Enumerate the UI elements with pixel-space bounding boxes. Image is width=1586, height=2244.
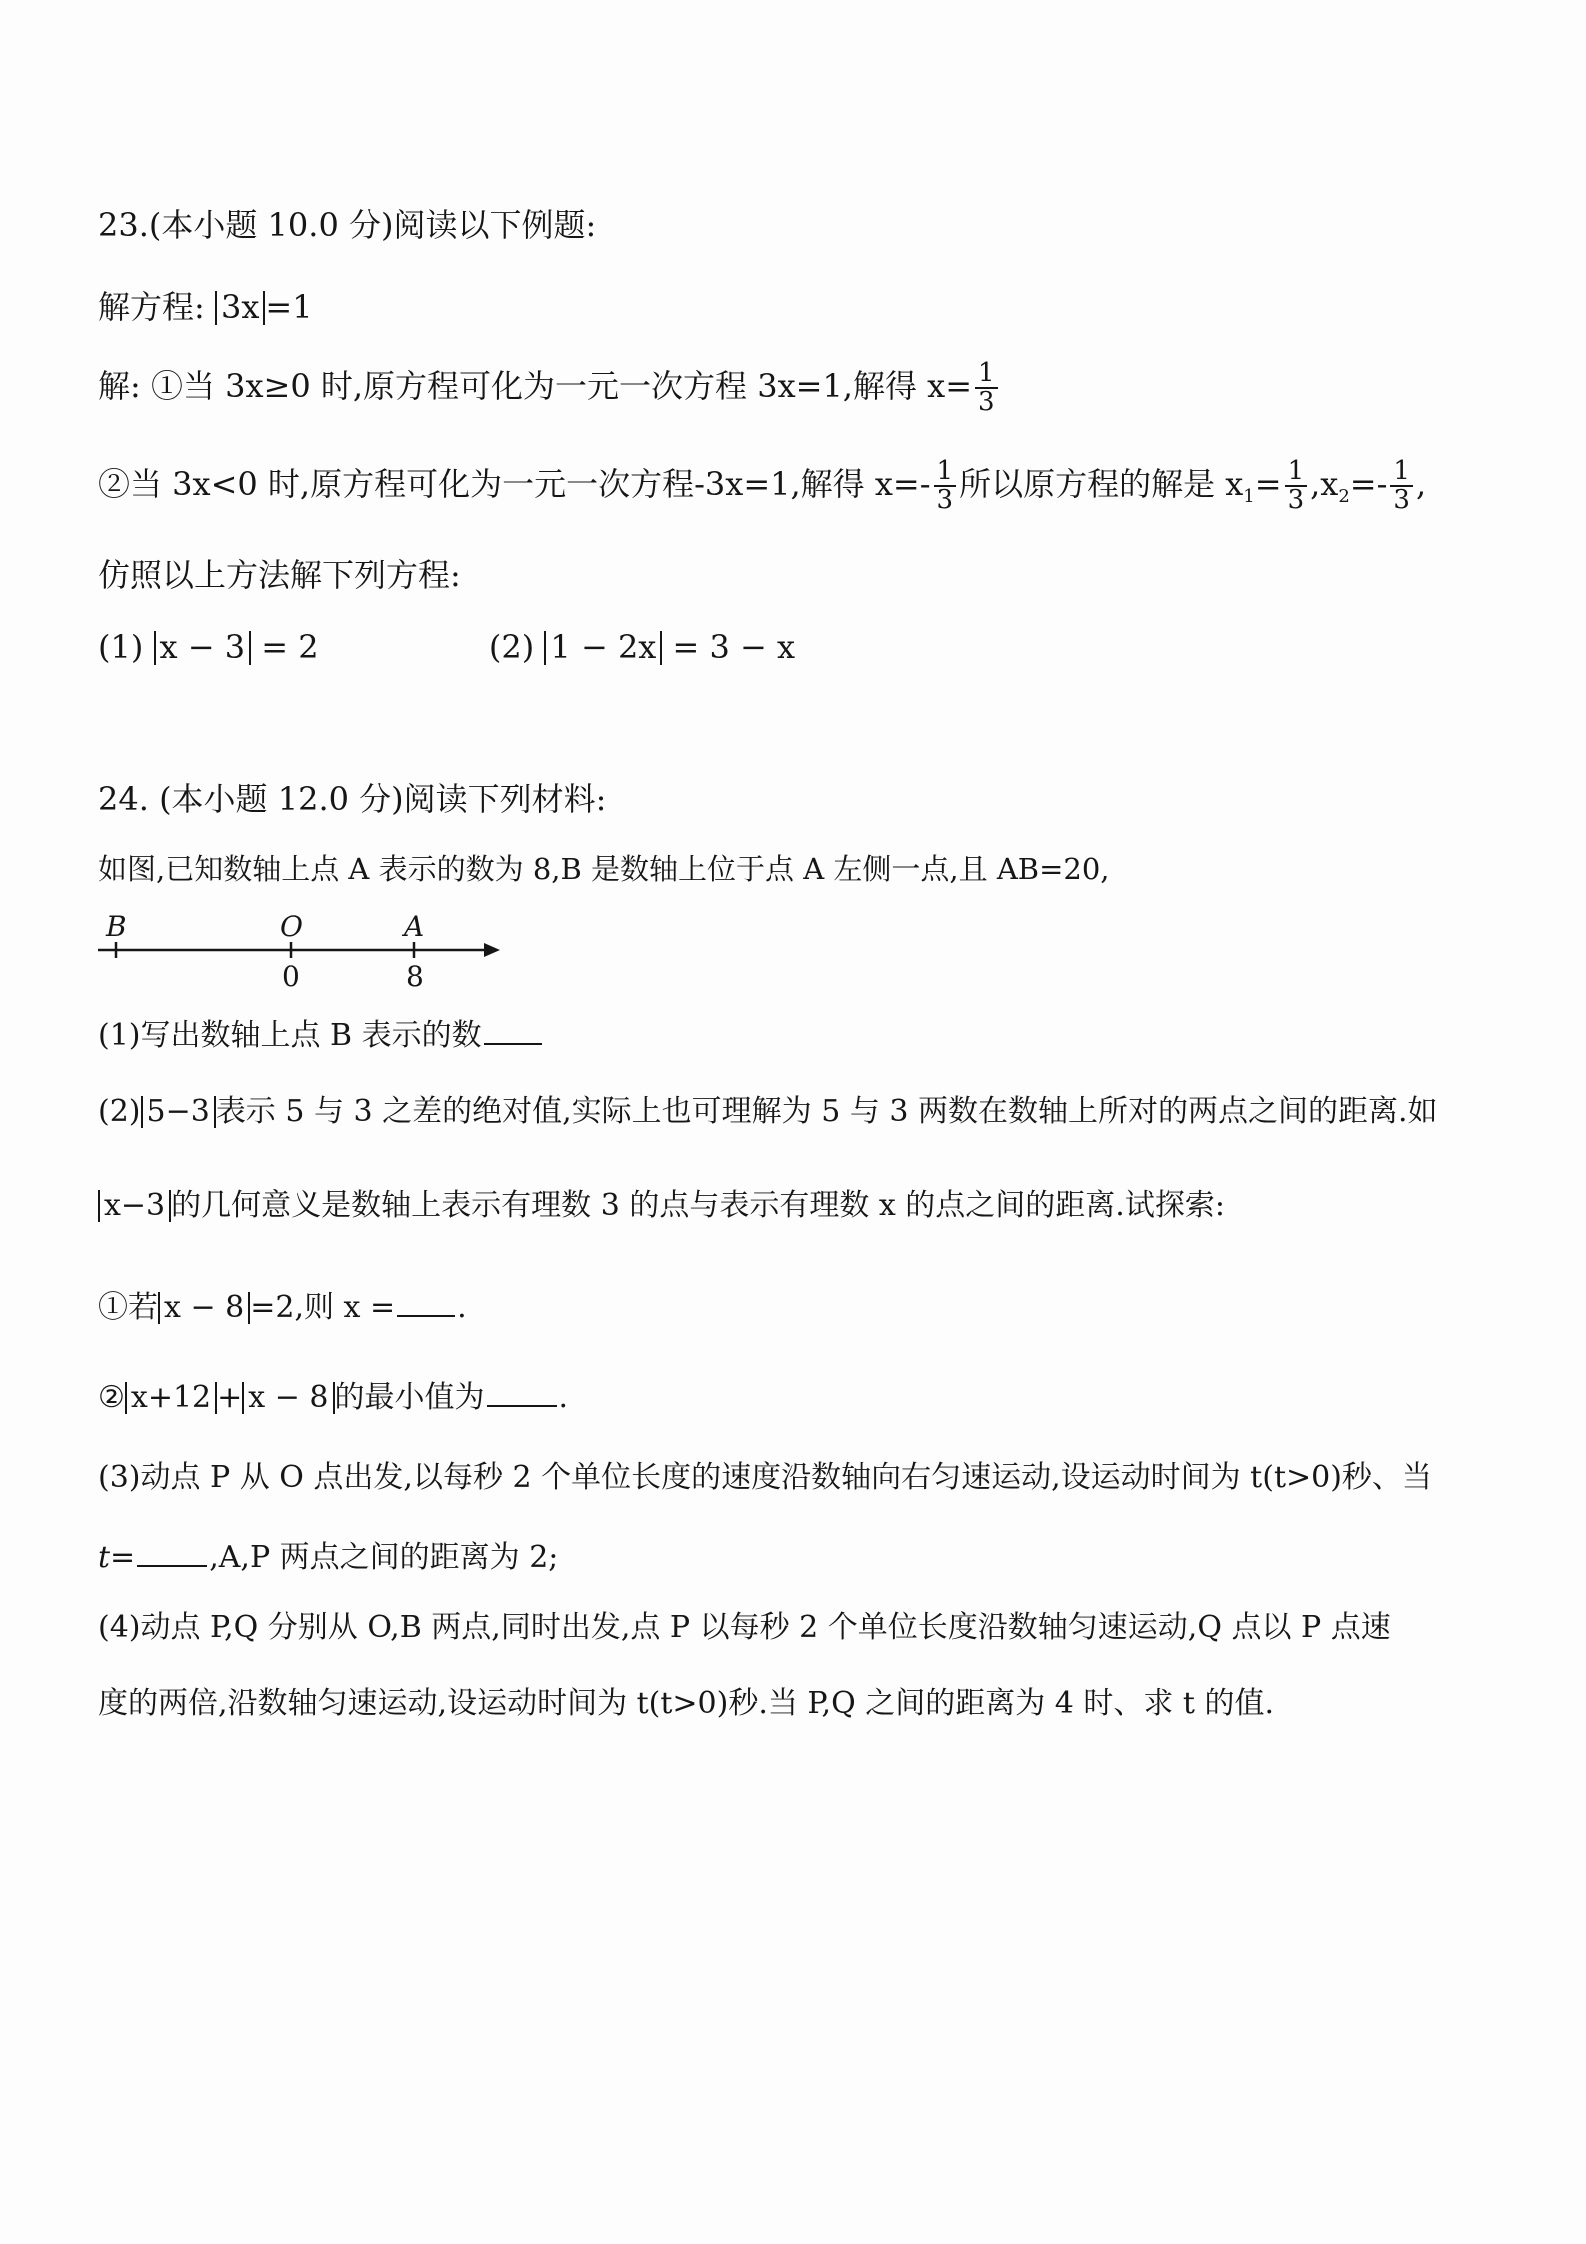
q24-heading: 24. (本小题 12.0 分)阅读下列材料: (98, 780, 607, 818)
sub2-prefix: (2) (98, 1094, 141, 1129)
step2-mid: 所以原方程的解是 x (959, 464, 1244, 503)
answer-blank-min[interactable] (487, 1381, 557, 1407)
problem-2-label: (2) (488, 628, 535, 666)
abs-1-minus-2x: 1 − 2x (544, 631, 662, 665)
item2-prefix: ② (98, 1380, 125, 1415)
q24-sub3-line1: (3)动点 P 从 O 点出发,以每秒 2 个单位长度的速度沿数轴向右匀速运动,设运动时间为 t(t>0)秒、当 (98, 1460, 1432, 1495)
arrow-head-icon (484, 943, 500, 957)
equals: = (1254, 464, 1282, 503)
q23-step2 (98, 458, 1426, 515)
sub2-line2-text: 的几何意义是数轴上表示有理数 3 的点与表示有理数 x 的点之间的距离.试探索: (171, 1188, 1225, 1223)
sub1-text: (1)写出数轴上点 B 表示的数 (98, 1018, 482, 1053)
answer-blank-b[interactable] (484, 1019, 542, 1045)
abs-x-minus-8: x − 8 (158, 1292, 250, 1324)
q24-sub4-line2: 度的两倍,沿数轴匀速运动,设运动时间为 t(t>0)秒.当 P,Q 之间的距离为 4 时、求 t 的值. (98, 1686, 1275, 1721)
problem-2-rhs: = 3 − x (672, 628, 796, 666)
fraction-numerator: 1 (1285, 458, 1308, 487)
problem-1-label: (1) (98, 628, 144, 666)
abs-3x: 3x (215, 291, 265, 325)
item1-end: . (457, 1290, 467, 1325)
fraction-one-third (975, 360, 998, 417)
tick-value-0: 0 (282, 960, 300, 993)
fraction-numerator: 1 (1390, 458, 1413, 487)
q23-heading: 23.(本小题 10.0 分)阅读以下例题: (98, 206, 597, 244)
sub2-line1-text: 表示 5 与 3 之差的绝对值,实际上也可理解为 5 与 3 两数在数轴上所对的两点之间的距离.如 (215, 1094, 1438, 1129)
q24-item2 (98, 1380, 568, 1416)
abs-x-minus-3-b: x−3 (98, 1190, 171, 1222)
fraction-denominator: 3 (978, 387, 995, 418)
abs-5-minus-3: 5−3 (141, 1096, 216, 1128)
q24-sub1 (98, 1018, 544, 1054)
q24-sub4-line1: (4)动点 P,Q 分别从 O,B 两点,同时出发,点 P 以每秒 2 个单位长度沿数轴匀速运动,Q 点以 P 点速 (98, 1610, 1391, 1645)
point-label-a: A (404, 910, 425, 943)
plus-sign: + (217, 1380, 243, 1415)
q24-intro: 如图,已知数轴上点 A 表示的数为 8,B 是数轴上位于点 A 左侧一点,且 AB=20, (98, 852, 1110, 886)
subscript-2: 2 (1338, 486, 1350, 508)
q23-instruction: 仿照以上方法解下列方程: (98, 556, 461, 594)
equation-rhs: =1 (265, 288, 313, 326)
q24-item1 (98, 1290, 467, 1326)
comma-x: ,x (1310, 464, 1339, 503)
item2-end: . (558, 1380, 569, 1415)
fraction-numerator: 1 (975, 360, 998, 389)
abs-x-minus-8-b: x − 8 (242, 1382, 334, 1414)
step1-text: 解: ①当 3x≥0 时,原方程可化为一元一次方程 3x=1,解得 x= (98, 366, 973, 405)
point-label-o: O (280, 910, 303, 943)
fraction-numerator: 1 (934, 458, 957, 487)
fraction-denominator: 3 (1393, 485, 1410, 516)
fraction-denominator: 3 (936, 485, 954, 516)
q24-sub3-line2 (98, 1540, 558, 1576)
step2-text: ②当 3x<0 时,原方程可化为一元一次方程-3x=1,解得 x=- (98, 464, 931, 503)
fraction-x2 (1390, 458, 1413, 515)
q24-sub2-line2 (98, 1188, 1225, 1224)
step2-tail: , (1415, 464, 1427, 503)
problem-1-rhs: = 2 (261, 628, 319, 666)
abs-x-plus-12: x+12 (125, 1382, 217, 1414)
item1-prefix: ①若 (98, 1290, 158, 1325)
point-label-b: B (106, 910, 127, 943)
equals-neg: =- (1349, 464, 1388, 503)
answer-blank-x[interactable] (397, 1291, 455, 1317)
fraction-neg-one-third (934, 458, 957, 515)
answer-blank-t[interactable] (137, 1541, 207, 1567)
item1-text: =2,则 x = (250, 1290, 396, 1325)
sub3-t-prefix: t= (98, 1540, 136, 1575)
sub3-line2-text: ,A,P 两点之间的距离为 2; (209, 1540, 559, 1575)
q23-step1 (98, 360, 1001, 417)
fraction-denominator: 3 (1287, 485, 1305, 516)
tick-value-8: 8 (406, 960, 424, 993)
abs-x-minus-3: x − 3 (154, 631, 252, 665)
solve-label: 解方程: (98, 288, 205, 326)
item2-text: 的最小值为 (334, 1380, 485, 1415)
q23-problems (98, 628, 795, 666)
q24-sub2-line1 (98, 1094, 1438, 1130)
q23-equation-line (98, 288, 313, 326)
fraction-x1 (1285, 458, 1308, 515)
subscript-1: 1 (1243, 486, 1255, 508)
